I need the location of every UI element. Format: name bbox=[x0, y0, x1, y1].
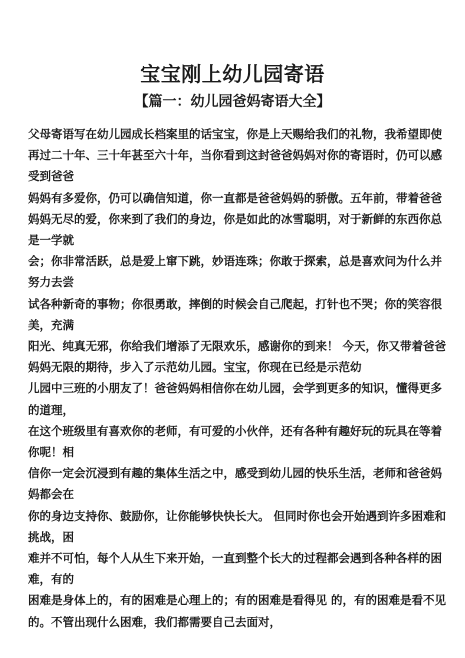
document-body bbox=[28, 124, 446, 633]
paragraph: 儿园中三班的小朋友了！爸爸妈妈相信你在幼儿园，会学到更多的知识，懂得更多的道理， bbox=[28, 381, 442, 417]
paragraph: 妈妈有多爱你，仍可以确信知道，你一直都是爸爸妈妈的骄傲。五年前，带着爸爸 bbox=[28, 190, 442, 205]
paragraph: 再过二十年、三十年甚至六十年，当你看到这封爸爸妈妈对你的寄语时，仍可以感受到爸爸 bbox=[28, 148, 442, 184]
paragraph: 信你一定会沉浸到有趣的集体生活之中，感受到幼儿园的快乐生活，老师和爸爸妈妈都会在 bbox=[28, 466, 442, 502]
document-subtitle: 【篇一：幼儿园爸妈寄语大全】 bbox=[134, 94, 331, 110]
paragraph: 妈妈无尽的爱，你来到了我们的身边，你是如此的冰雪聪明，对于新鲜的东西你总是一学就 bbox=[28, 211, 442, 248]
paragraph: 阳光、纯真无邪，你给我们增添了无限欢乐，感谢你的到来！ 今天，你又带着爸爸妈妈无限的期待，步入了示范幼儿园。宝宝，你现在已经是示范幼 bbox=[28, 339, 446, 375]
paragraph: 试各种新奇的事物；你很勇敢，摔倒的时候会自己爬起，打针也不哭；你的笑容很美，充满 bbox=[28, 296, 442, 332]
paragraph: 会；你非常活跃，总是爱上窜下跳，妙语连珠；你敢于探索，总是喜欢问为什么并努力去尝 bbox=[28, 254, 442, 290]
paragraph: 父母寄语写在幼儿园成长档案里的话宝宝，你是上天赐给我们的礼物，我希望即使 bbox=[28, 127, 442, 141]
document-title: 宝宝刚上幼儿园寄语 bbox=[140, 62, 325, 86]
paragraph: 困难是身体上的，有的困难是心理上的；有的困难是看得见 的，有的困难是看不见的。不管出现什么困难，我们都需要自己去面对， bbox=[28, 593, 446, 629]
paragraph: 难并不可怕，每个人从生下来开始，一直到整个长大的过程都会遇到各种各样的困难，有的 bbox=[28, 551, 442, 587]
paragraph: 你的身边支持你、鼓励你，让你能够快快长大。 但同时你也会开始遇到许多困难和挑战，困 bbox=[28, 508, 446, 544]
paragraph: 在这个班级里有喜欢你的老师，有可爱的小伙伴，还有各种有趣好玩的玩具在等着你呢！相 bbox=[28, 423, 442, 460]
